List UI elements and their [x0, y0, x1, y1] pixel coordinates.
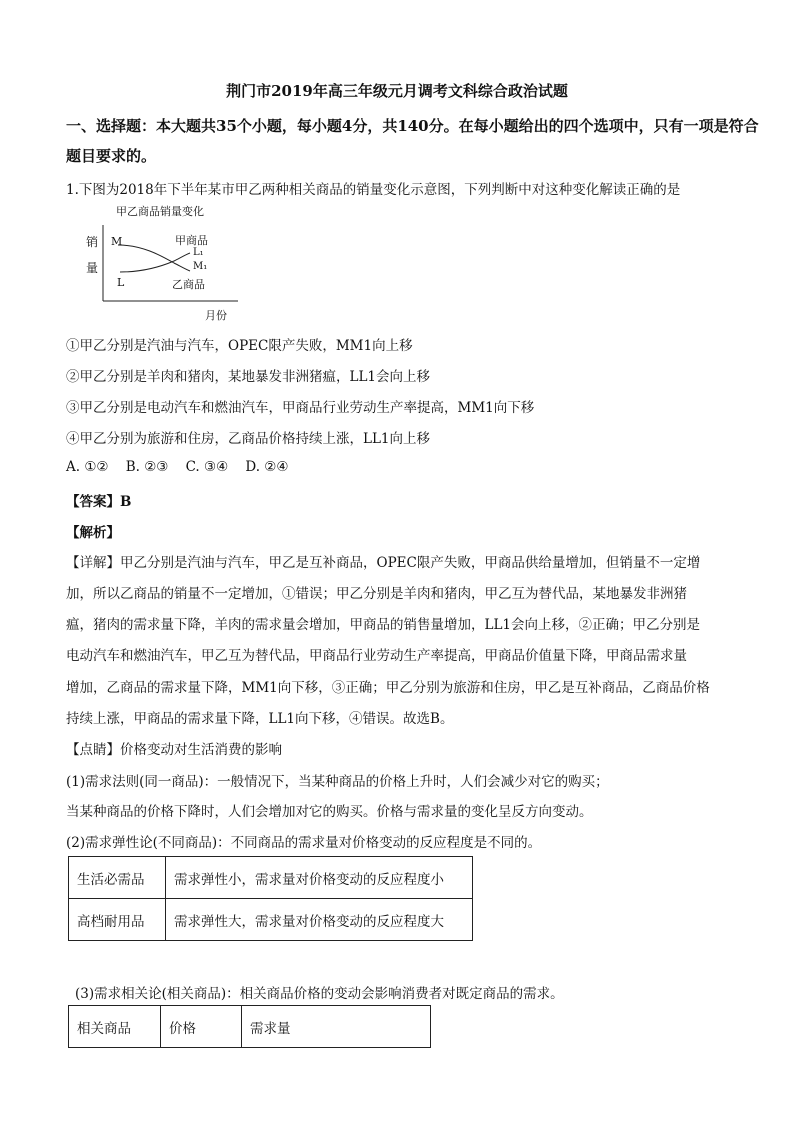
table-cell: 需求弹性大，需求量对价格变动的反应程度大 — [166, 899, 473, 941]
law-3: (3)需求相关论(相关商品)：相关商品价格的变动会影响消费者对既定商品的需求。 — [75, 986, 564, 1002]
figure-axes-and-curves — [80, 203, 250, 323]
table-header-cell: 相关商品 — [69, 1006, 161, 1048]
table-cell: 需求弹性小，需求量对价格变动的反应程度小 — [166, 857, 473, 899]
detail-line-6: 持续上涨，甲商品的需求量下降，LL1向下移，④错误。故选B。 — [66, 711, 454, 727]
figure-title: 甲乙商品销量变化 — [116, 205, 204, 218]
table-cell: 生活必需品 — [69, 857, 166, 899]
answer: 【答案】B — [66, 494, 132, 510]
detail-line-4: 电动汽车和燃油汽车，甲乙互为替代品，甲商品行业劳动生产率提高，甲商品价值量下降，甲商品需求量 — [66, 648, 687, 664]
section-heading-cont: 题目要求的。 — [66, 147, 157, 165]
table-row — [69, 899, 473, 941]
label-L: L — [117, 276, 125, 289]
x-label: 月份 — [205, 309, 227, 322]
detail-line-1: 【详解】甲乙分别是汽油与汽车，甲乙是互补商品，OPEC限产失败，甲商品供给量增加，但销量不一定增 — [66, 555, 701, 571]
table-row — [69, 1006, 431, 1048]
option-3: ③甲乙分别是电动汽车和燃油汽车，甲商品行业劳动生产率提高，MM1向下移 — [66, 400, 535, 416]
related-goods-table — [68, 1005, 431, 1048]
table-header-cell: 价格 — [161, 1006, 242, 1048]
tip-heading: 【点睛】价格变动对生活消费的影响 — [66, 742, 282, 758]
table-row — [69, 857, 473, 899]
table-cell: 高档耐用品 — [69, 899, 166, 941]
y-label-top: 销 — [86, 235, 99, 249]
law-2: (2)需求弹性论(不同商品)：不同商品的需求量对价格变动的反应程度是不同的。 — [66, 835, 542, 851]
detail-line-5: 增加，乙商品的需求量下降，MM1向下移，③正确；甲乙分别为旅游和住房，甲乙是互补商品，乙商品价格 — [66, 680, 710, 696]
section-heading: 一、选择题：本大题共35个小题，每小题4分，共140分。在每小题给出的四个选项中，只有一项是符合 — [66, 117, 759, 135]
label-L1: L₁ — [193, 247, 204, 258]
label-jia: 甲商品 — [175, 234, 208, 247]
law-1-line-1: (1)需求法则(同一商品)：一般情况下，当某种商品的价格上升时，人们会减少对它的购买； — [66, 774, 609, 790]
elasticity-table — [68, 856, 473, 941]
table-header-cell: 需求量 — [242, 1006, 431, 1048]
detail-line-3: 瘟，猪肉的需求量下降，羊肉的需求量会增加，甲商品的销售量增加，LL1会向上移，②正确；甲乙分别是 — [66, 617, 701, 633]
label-M: M — [111, 235, 123, 248]
question-stem: 1.下图为2018年下半年某市甲乙两种相关商品的销量变化示意图，下列判断中对这种变化解读正确的是 — [66, 182, 681, 198]
y-label-bottom: 量 — [86, 261, 99, 275]
law-1-line-2: 当某种商品的价格下降时，人们会增加对它的购买。价格与需求量的变化呈反方向变动。 — [66, 804, 593, 820]
option-2: ②甲乙分别是羊肉和猪肉，某地暴发非洲猪瘟，LL1会向上移 — [66, 369, 431, 385]
label-yi: 乙商品 — [172, 278, 205, 291]
sales-figure — [80, 203, 250, 323]
option-4: ④甲乙分别为旅游和住房，乙商品价格持续上涨，LL1向上移 — [66, 431, 431, 447]
option-1: ①甲乙分别是汽油与汽车，OPEC限产失败，MM1向上移 — [66, 338, 413, 354]
analysis-heading: 【解析】 — [66, 525, 120, 541]
detail-line-2: 加，所以乙商品的销量不一定增加，①错误；甲乙分别是羊肉和猪肉，甲乙互为替代品，某地暴发非洲猪 — [66, 586, 687, 602]
answer-choices: A. ①② B. ②③ C. ③④ D. ②④ — [66, 459, 289, 475]
label-M1: M₁ — [193, 261, 208, 272]
curve-yi — [120, 253, 190, 272]
page-title: 荆门市2019年高三年级元月调考文科综合政治试题 — [226, 82, 568, 100]
